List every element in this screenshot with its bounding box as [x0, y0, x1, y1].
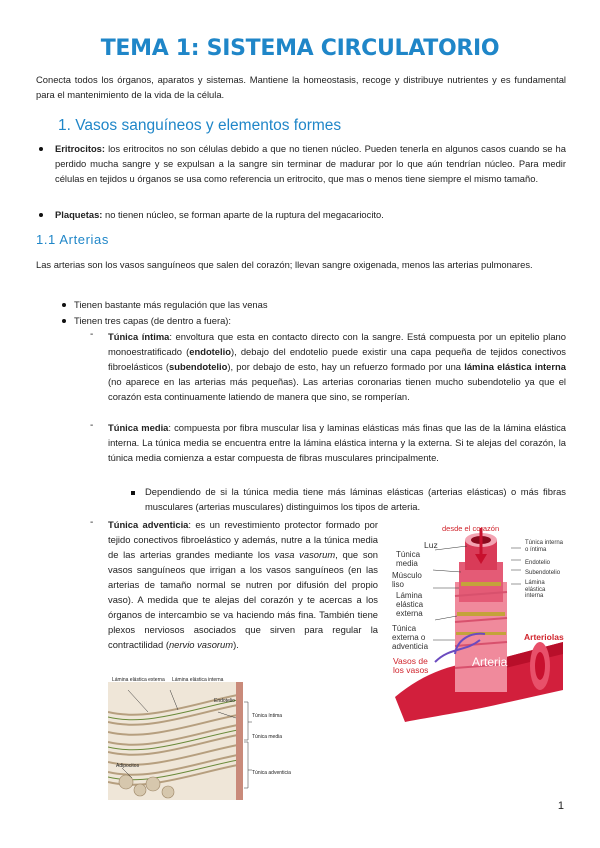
square-bullet-icon — [131, 491, 135, 495]
intima-text-3: ), por debajo de esto, hay un refuerzo formado por una — [227, 361, 465, 372]
hist-label-tunica-intima: Túnica íntima — [252, 713, 283, 719]
label-musculo-liso: Músculo liso — [392, 571, 422, 589]
tunica-media-paragraph — [108, 420, 566, 465]
term-intima: Túnica íntima — [108, 331, 170, 342]
dash-icon: - — [90, 420, 94, 431]
intima-bold-subendotelio: subendotelio — [169, 361, 228, 372]
label-tunica-media: Túnica media — [396, 550, 421, 568]
tunica-adventicia-paragraph — [108, 517, 378, 652]
lamina-elastica-band — [461, 582, 501, 586]
tipos-arteria-paragraph: Dependiendo de si la túnica media tiene más láminas elásticas (arterias elásticas) o más fibras musculares (arterias musculares) distinguimos los tipos de arteria. — [145, 486, 566, 512]
lamina-elastica-band — [457, 612, 505, 616]
adventicia-text-2: , que son vasos sanguíneos que irrigan a los vasos sanguíneos (en las arterias de tamaño normal se nutren por difusión del propio vaso). A medida que te alejas del corazón y te acercas a los órganos de intercambio se va haciendo más fina. También tiene plexos nerviosos asociados que sirven para regular la contractilidad ( — [108, 549, 379, 650]
label-lamina-elastica-interna: Lámina elástica interna — [525, 580, 546, 599]
label-lamina-elastica-externa: Lámina elástica externa — [396, 591, 424, 618]
adventicia-text-1: : es un revestimiento protector formado por tejido conectivos fibroelástico y además, nutre a la túnica media de las arterias grandes mediante los — [108, 519, 378, 560]
hist-label-endotelio: Endotelio — [214, 698, 235, 704]
bullet-tres-capas: Tienen tres capas (de dentro a fuera): — [74, 315, 232, 326]
label-vasos-de-los-vasos: Vasos de los vasos — [393, 656, 429, 675]
hist-label-lamina-externa: Lámina elástica externa — [112, 677, 165, 683]
bullet-icon — [62, 319, 66, 323]
term-eritrocitos: Eritrocitos: — [55, 143, 106, 154]
term-media: Túnica media — [108, 422, 169, 433]
bullet-icon — [39, 147, 43, 151]
text-eritrocitos: los eritrocitos no son células debido a que no tienen núcleo. Pueden tenerla en algunos casos cuando se ha perdido mucha sangre y se expulsan a la sangre sin terminar de madurar por lo que aún tendrían núcleo. Para medir células en tejidos u órganos se usa como referencia un eritrocito, que mas o menos tiene siempre el mismo tamaño. — [55, 143, 566, 184]
adventicia-vasa-vasorum: vasa vasorum — [274, 549, 336, 560]
adventicia-nervio-vasorum: nervio vasorum — [168, 639, 234, 650]
label-subendotelio: Subendotelio — [525, 570, 561, 576]
section1-heading: 1. Vasos sanguíneos y elementos formes — [58, 117, 342, 134]
intima-text-1: : envoltura que esta en contacto directo con la sangre. Está compuesta por un epitelio plano monoestratificado ( — [108, 331, 566, 357]
term-adventicia: Túnica adventicia — [108, 519, 189, 530]
bullet-plaquetas — [55, 207, 566, 222]
intima-text-2: ), debajo del endotelio puede existir una capa pequeña de tejidos conectivos fibroelásticos ( — [108, 346, 566, 372]
label-tunica-interna: Túnica interna o íntima — [525, 540, 564, 553]
text-plaquetas: no tienen núcleo, se forman aparte de la ruptura del megacariocito. — [102, 209, 384, 220]
label-endotelio: Endotelio — [525, 560, 551, 566]
page-number: 1 — [557, 800, 564, 812]
histology-bracket — [243, 700, 253, 790]
adventicia-text-3: ). — [233, 639, 239, 650]
bullet-icon — [39, 213, 43, 217]
intro-paragraph: Conecta todos los órganos, aparatos y sistemas. Mantiene la homeostasis, recoge y distribuye nutrientes y es fundamental para el mantenimiento de la vida de la célula. — [36, 74, 566, 100]
label-arteria: Arteria — [472, 655, 508, 669]
arterias-intro: Las arterias son los vasos sanguíneos que salen del corazón; llevan sangre oxigenada, menos las arterias pulmonares. — [36, 259, 533, 270]
intima-text-4: (no aparece en las arterias más pequeñas). Las arterias coronarias tienen mucho subendotelio ya que el corazón esta continuamente latiendo de manera que sino, se romperían. — [108, 376, 566, 402]
bullet-regulacion: Tienen bastante más regulación que las venas — [74, 299, 268, 310]
section11-heading: 1.1 Arterias — [36, 232, 109, 247]
hist-label-adipocitos: Adipocitos — [116, 763, 140, 769]
arteriola-lumen — [535, 652, 545, 680]
media-text: : compuesta por fibra muscular lisa y laminas elásticas más finas que las de la lámina elástica interna. La túnica media se encuentra entre la lámina elástica interna y la externa. Si te alejas del corazón, la túnica media comienza a estar compuesta de fibras musculares principalmente. — [108, 422, 566, 463]
bullet-eritrocitos — [55, 141, 566, 186]
intima-bold-lamina: lámina elástica interna — [464, 361, 566, 372]
dash-icon: - — [90, 329, 94, 340]
page-title: TEMA 1: SISTEMA CIRCULATORIO — [100, 36, 500, 61]
hist-label-tunica-media: Túnica media — [252, 734, 283, 740]
hist-label-lamina-interna: Lámina elástica interna — [172, 677, 224, 683]
tunica-intima-paragraph — [108, 329, 566, 404]
endotelio-edge — [236, 682, 243, 800]
term-plaquetas: Plaquetas: — [55, 209, 103, 220]
intima-bold-endotelio: endotelio — [189, 346, 231, 357]
label-arteriolas: Arteriolas — [524, 632, 564, 642]
hist-label-tunica-adventicia: Túnica adventicia — [252, 770, 291, 776]
dash-icon: - — [90, 517, 94, 528]
label-tunica-externa: Túnica externa o adventicia — [392, 624, 429, 651]
label-desde-corazon: desde el corazón — [442, 524, 500, 533]
label-luz: Luz — [424, 540, 438, 550]
bullet-icon — [62, 303, 66, 307]
